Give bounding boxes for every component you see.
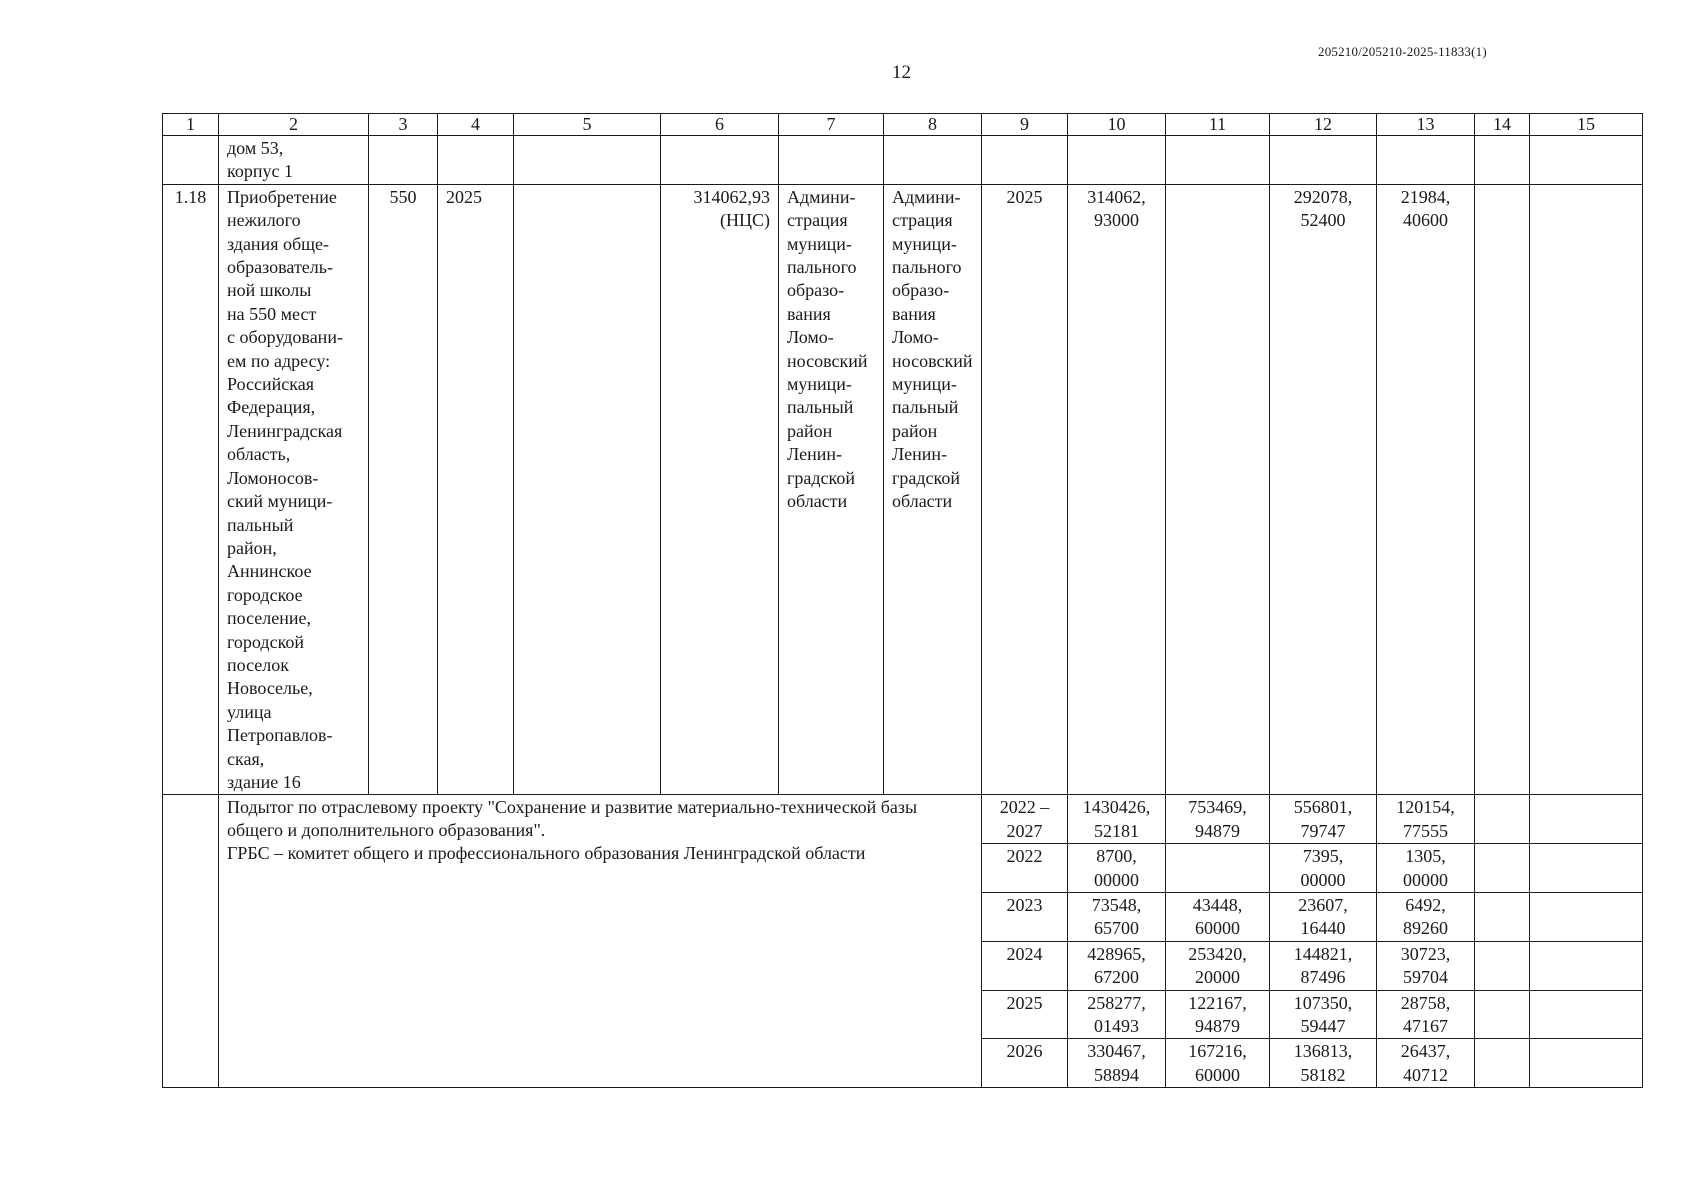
table-cell bbox=[514, 184, 661, 795]
subtotal-label-cell bbox=[219, 795, 982, 1088]
table-cell bbox=[1166, 136, 1270, 185]
subtotal-total-cell: 73548, 65700 bbox=[1068, 893, 1166, 942]
period-cell: 2025 bbox=[438, 184, 514, 795]
table-cell bbox=[1530, 893, 1643, 942]
column-header: 9 bbox=[982, 114, 1068, 136]
subtotal-local-cell: 120154, 77555 bbox=[1377, 795, 1475, 844]
table-cell bbox=[1530, 941, 1643, 990]
column-header: 15 bbox=[1530, 114, 1643, 136]
subtotal-local-cell: 26437, 40712 bbox=[1377, 1039, 1475, 1088]
continuation-row bbox=[163, 136, 1643, 185]
table-cell bbox=[369, 136, 438, 185]
column-header: 1 bbox=[163, 114, 219, 136]
regional-amount-cell: 292078, 52400 bbox=[1270, 184, 1377, 795]
table-cell bbox=[1530, 795, 1643, 844]
column-header: 14 bbox=[1475, 114, 1530, 136]
table-cell bbox=[1530, 844, 1643, 893]
table-cell bbox=[982, 136, 1068, 185]
total-amount-cell: 314062, 93000 bbox=[1068, 184, 1166, 795]
subtotal-year-cell: 2022 bbox=[982, 844, 1068, 893]
subtotal-year-cell: 2024 bbox=[982, 941, 1068, 990]
column-header: 11 bbox=[1166, 114, 1270, 136]
subtotal-total-cell: 1430426, 52181 bbox=[1068, 795, 1166, 844]
subtotal-total-cell: 8700, 00000 bbox=[1068, 844, 1166, 893]
subtotal-federal-cell: 167216, 60000 bbox=[1166, 1039, 1270, 1088]
table-cell bbox=[1475, 990, 1530, 1039]
subtotal-grbs-title: ГРБС – комитет общего и профессионального образования Ленинградской области bbox=[227, 843, 866, 864]
subtotal-year-cell: 2025 bbox=[982, 990, 1068, 1039]
table-cell bbox=[1475, 795, 1530, 844]
subtotal-local-cell: 28758, 47167 bbox=[1377, 990, 1475, 1039]
subtotal-total-cell: 258277, 01493 bbox=[1068, 990, 1166, 1039]
table-cell bbox=[661, 136, 779, 185]
subtotal-federal-cell: 122167, 94879 bbox=[1166, 990, 1270, 1039]
column-header: 4 bbox=[438, 114, 514, 136]
subtotal-federal-cell: 43448, 60000 bbox=[1166, 893, 1270, 942]
table-row-1-18 bbox=[163, 184, 1643, 795]
table-cell bbox=[779, 136, 884, 185]
table-cell bbox=[1530, 136, 1643, 185]
federal-amount-cell bbox=[1166, 184, 1270, 795]
table-cell bbox=[1475, 893, 1530, 942]
table-cell bbox=[438, 136, 514, 185]
address-continuation-cell: дом 53, корпус 1 bbox=[219, 136, 369, 185]
estimated-cost-cell: 314062,93 (НЦС) bbox=[661, 184, 779, 795]
table-cell bbox=[1475, 941, 1530, 990]
subtotal-year-cell: 2026 bbox=[982, 1039, 1068, 1088]
subtotal-federal-cell: 253420, 20000 bbox=[1166, 941, 1270, 990]
column-header: 2 bbox=[219, 114, 369, 136]
budget-table bbox=[162, 113, 1643, 1088]
table-cell bbox=[514, 136, 661, 185]
table-cell bbox=[1475, 1039, 1530, 1088]
subtotal-regional-cell: 7395, 00000 bbox=[1270, 844, 1377, 893]
subtotal-regional-cell: 556801, 79747 bbox=[1270, 795, 1377, 844]
table-cell bbox=[1530, 1039, 1643, 1088]
column-header: 7 bbox=[779, 114, 884, 136]
table-cell bbox=[1475, 184, 1530, 795]
subtotal-row bbox=[163, 795, 1643, 844]
subtotal-regional-cell: 136813, 58182 bbox=[1270, 1039, 1377, 1088]
table-cell bbox=[884, 136, 982, 185]
customer-cell: Админи- страция муници- пального образо- вания Ломо- носовский муници- пальный район Ленин- градской области bbox=[779, 184, 884, 795]
subtotal-regional-cell: 144821, 87496 bbox=[1270, 941, 1377, 990]
column-header: 13 bbox=[1377, 114, 1475, 136]
column-header: 5 bbox=[514, 114, 661, 136]
column-header: 12 bbox=[1270, 114, 1377, 136]
column-number-row bbox=[163, 114, 1643, 136]
subtotal-federal-cell bbox=[1166, 844, 1270, 893]
subtotal-local-cell: 30723, 59704 bbox=[1377, 941, 1475, 990]
column-header: 10 bbox=[1068, 114, 1166, 136]
capacity-cell: 550 bbox=[369, 184, 438, 795]
year-cell: 2025 bbox=[982, 184, 1068, 795]
object-description-cell: Приобретение нежилого здания обще- образователь- ной школы на 550 мест с оборудовани- ем по адресу: Российская Федерация, Ленинградская область, Ломоносов- ский муници- пальный район, Аннинское городское поселение, городской поселок Новоселье, улица Петропавлов- ская, здание 16 bbox=[219, 184, 369, 795]
table-cell bbox=[163, 795, 219, 1088]
page-number: 12 bbox=[892, 62, 911, 83]
table-cell bbox=[1270, 136, 1377, 185]
owner-cell: Админи- страция муници- пального образо- вания Ломо- носовский муници- пальный район Ленин- градской области bbox=[884, 184, 982, 795]
local-amount-cell: 21984, 40600 bbox=[1377, 184, 1475, 795]
subtotal-local-cell: 1305, 00000 bbox=[1377, 844, 1475, 893]
table-cell bbox=[1530, 990, 1643, 1039]
subtotal-regional-cell: 23607, 16440 bbox=[1270, 893, 1377, 942]
table-cell bbox=[1377, 136, 1475, 185]
subtotal-total-cell: 330467, 58894 bbox=[1068, 1039, 1166, 1088]
table-cell bbox=[1475, 136, 1530, 185]
table-cell bbox=[163, 136, 219, 185]
subtotal-federal-cell: 753469, 94879 bbox=[1166, 795, 1270, 844]
subtotal-project-title: Подытог по отраслевому проекту "Сохранение и развитие материально-технической базы общего и дополнительного образования". bbox=[227, 797, 918, 841]
column-header: 6 bbox=[661, 114, 779, 136]
column-header: 8 bbox=[884, 114, 982, 136]
subtotal-year-cell: 2023 bbox=[982, 893, 1068, 942]
table-cell bbox=[1475, 844, 1530, 893]
column-header: 3 bbox=[369, 114, 438, 136]
table-cell bbox=[1068, 136, 1166, 185]
subtotal-local-cell: 6492, 89260 bbox=[1377, 893, 1475, 942]
document-registration-number: 205210/205210-2025-11833(1) bbox=[1318, 44, 1487, 59]
subtotal-year-cell: 2022 – 2027 bbox=[982, 795, 1068, 844]
subtotal-total-cell: 428965, 67200 bbox=[1068, 941, 1166, 990]
subtotal-regional-cell: 107350, 59447 bbox=[1270, 990, 1377, 1039]
table-cell bbox=[1530, 184, 1643, 795]
row-number-cell: 1.18 bbox=[163, 184, 219, 795]
